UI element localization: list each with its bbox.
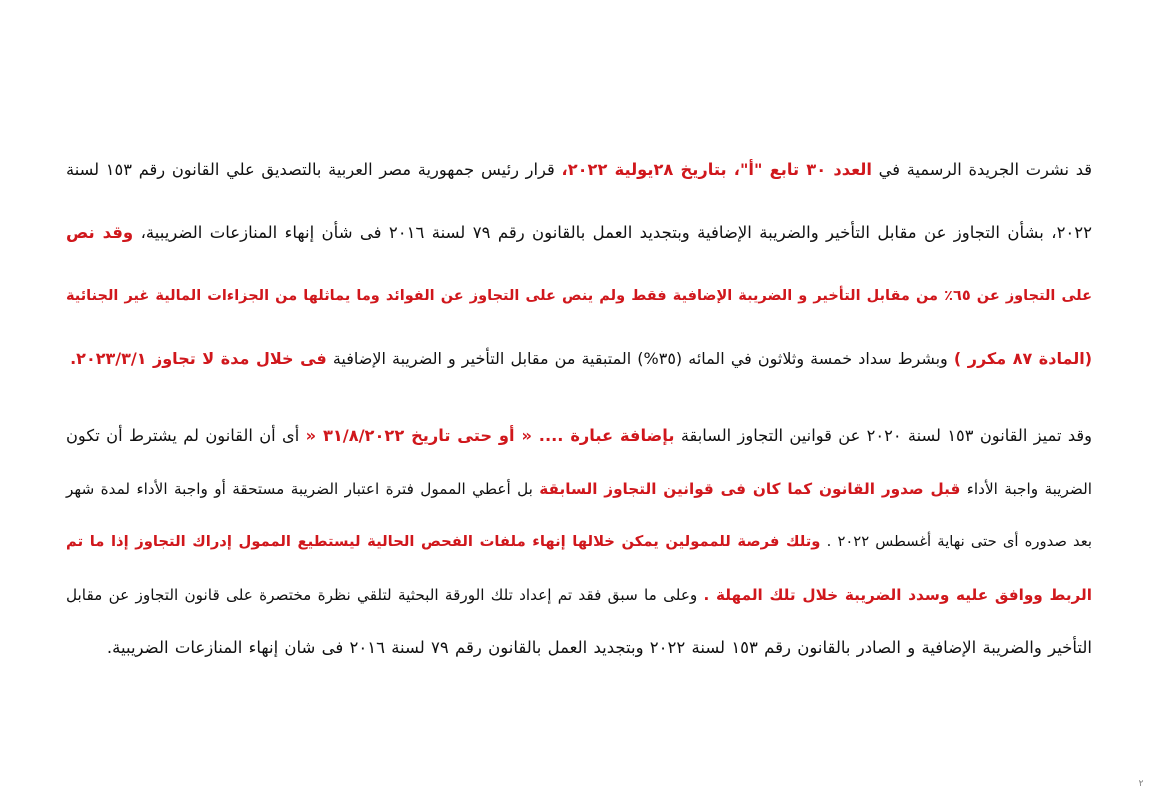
body-text: بعد صدوره أى حتى نهاية أغسطس ٢٠٢٢ . <box>820 533 1092 550</box>
body-text: التأخير والضريبة الإضافية و الصادر بالقانون رقم ١٥٣ لسنة ٢٠٢٢ وبتجديد العمل بالقانون رقم ٧٩ لسنة ٢٠١٦ فى شان إنهاء المنازعات الضريبية. <box>106 638 1092 657</box>
body-text: بل أعطي الممول فترة اعتبار الضريبة مستحقة أو واجبة الأداء لمدة شهر <box>66 480 540 498</box>
highlighted-text: العدد ٣٠ تابع "أ"، بتاريخ ٢٨يولية ٢٠٢٢، <box>561 160 872 179</box>
text-line <box>66 584 1092 606</box>
body-text: وبشرط سداد خمسة وثلاثون في المائه (٣٥%) المتبقية من مقابل التأخير و الضريبة الإضافية <box>326 349 954 368</box>
text-line <box>66 531 1092 553</box>
text-line <box>66 425 1092 447</box>
highlighted-text: وتلك فرصة للممولين يمكن خلالها إنهاء ملفات الفحص الحالية ليستطيع الممول إدراك التجاوز إذا ما تم <box>66 533 821 550</box>
text-line <box>66 285 1092 307</box>
paragraph-1 <box>66 159 1092 411</box>
body-text: أى أن القانون لم يشترط أن تكون <box>66 426 306 445</box>
text-line <box>66 348 1092 370</box>
highlighted-text: (المادة ٨٧ مكرر ) <box>953 349 1092 368</box>
body-text: الضريبة واجبة الأداء <box>960 480 1093 498</box>
highlighted-text: وقد نص <box>66 223 134 242</box>
body-text: ٢٠٢٢، بشأن التجاوز عن مقابل التأخير والضريبة الإضافية وبتجديد العمل بالقانون رقم ٧٩ لسنة ٢٠١٦ فى شأن إنهاء المنازعات الضريبية، <box>133 223 1093 242</box>
highlighted-text: فى خلال مدة لا تجاوز ٢٠٢٣/٣/١. <box>70 349 327 368</box>
body-text: قد نشرت الجريدة الرسمية في <box>871 160 1093 179</box>
text-line <box>66 222 1092 244</box>
body-text: وعلى ما سبق فقد تم إعداد تلك الورقة البحثية لتلقي نظرة مختصرة على قانون التجاوز عن مقابل <box>66 586 704 604</box>
body-text: قرار رئيس جمهورية مصر العربية بالتصديق علي القانون رقم ١٥٣ لسنة <box>66 160 562 179</box>
highlighted-text: قبل صدور القانون كما كان فى قوانين التجاوز السابقة <box>539 480 961 498</box>
highlighted-text: على التجاوز عن ٦٥٪ من مقابل التأخير و الضريبة الإضافية فقط ولم ينص على التجاوز عن الفوائد وما يماثلها من الجزاءات المالية غير الجنائية <box>66 288 1092 304</box>
highlighted-text: بإضافة عبارة .... « أو حتى تاريخ ٣١/٨/٢٠٢٢ « <box>305 426 675 445</box>
text-line <box>66 478 1092 500</box>
highlighted-text: الربط ووافق عليه وسدد الضريبة خلال تلك المهلة . <box>703 586 1092 604</box>
paragraph-2 <box>66 425 1092 690</box>
text-line <box>66 637 1092 659</box>
body-text: وقد تميز القانون ١٥٣ لسنة ٢٠٢٠ عن قوانين التجاوز السابقة <box>674 426 1092 445</box>
page-number: ٢ <box>1138 779 1144 789</box>
text-line <box>66 159 1092 181</box>
